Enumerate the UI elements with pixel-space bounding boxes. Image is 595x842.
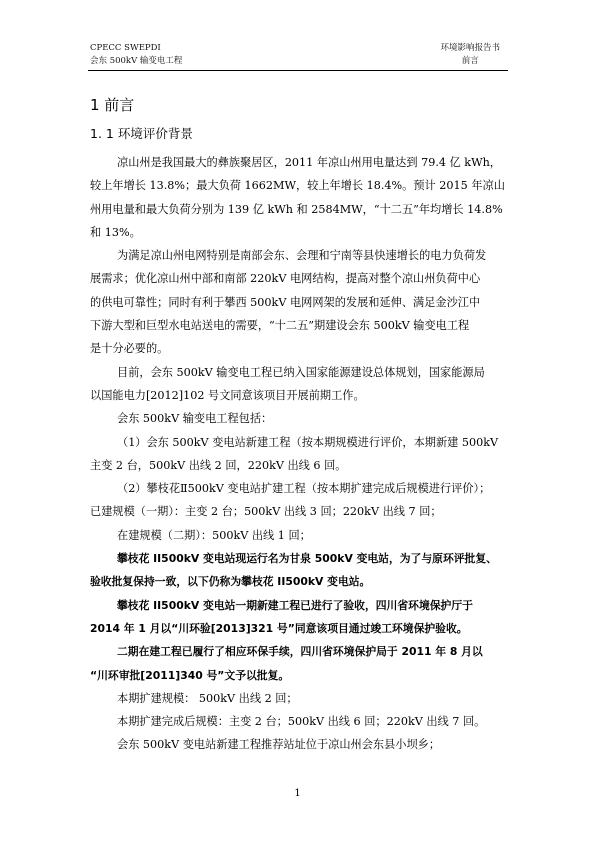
body-text [90, 151, 508, 757]
text-line: 本期扩建完成后规模：主变 2 台；500kV 出线 6 回；220kV 出线 7 回。 [117, 715, 486, 729]
text-line: 主变 2 台，500kV 出线 2 回，220kV 出线 6 回。 [90, 458, 347, 472]
text-line-bold: 攀枝花 II500kV 变电站一期新建工程已进行了验收，四川省环境保护厅于 [117, 598, 473, 612]
text-line: 下游大型和巨型水电站送电的需要，“十二五”期建设会东 500kV 输变电工程 [90, 319, 470, 333]
text-line: 和 13%。 [90, 225, 141, 239]
chapter-heading: 1 前言 [90, 96, 135, 114]
text-line-bold: 攀枝花 II500kV 变电站现运行名为甘泉 500kV 变电站，为了与原环评批复、 [117, 552, 497, 566]
header-project: 会东 500kV 输变电工程 [90, 56, 183, 66]
text-line-bold: 二期在建工程已履行了相应环保手续，四川省环境保护局于 2011 年 8 月以 [117, 645, 483, 659]
text-line: 凉山州是我国最大的彝族聚居区，2011 年凉山州用电量达到 79.4 亿 kWh， [117, 156, 501, 169]
text-line-bold: “川环审批[2011]340 号”文予以批复。 [90, 668, 290, 682]
text-line: （2）攀枝花Ⅱ500kV 变电站扩建工程（按本期扩建完成后规模进行评价）； [117, 482, 491, 496]
text-line: 州用电量和最大负荷分别为 139 亿 kWh 和 2584MW，“十二五”年均增长 14.8% [90, 202, 503, 216]
text-line: 会东 500kV 输变电工程包括： [117, 412, 273, 426]
text-line: 较上年增长 13.8%；最大负荷 1662MW，较上年增长 18.4%。预计 2015 年凉山 [90, 179, 505, 193]
text-line: 在建规模（二期）：500kV 出线 1 回； [117, 528, 311, 542]
page-number: 1 [294, 788, 301, 799]
text-line: （1）会东 500kV 变电站新建工程（按本期规模进行评价，本期新建 500kV [117, 435, 499, 449]
text-line: 已建规模（一期）：主变 2 台；500kV 出线 3 回；220kV 出线 7 回； [90, 505, 442, 519]
text-line-bold: 验收批复保持一致，以下仍称为攀枝花 II500kV 变电站。 [90, 575, 371, 589]
header-section: 前言 [461, 56, 479, 66]
text-line: 展需求；优化凉山州中部和南部 220kV 电网结构，提高对整个凉山州负荷中心 [90, 272, 481, 286]
header-rule [88, 70, 508, 71]
text-line: 目前，会东 500kV 输变电工程已纳入国家能源建设总体规划，国家能源局 [117, 365, 485, 379]
text-line-bold: 2014 年 1 月以“川环验[2013]321 号”同意该项目通过竣工环境保护验收。 [90, 621, 468, 635]
text-line: 是十分必要的。 [90, 342, 169, 356]
text-line: 会东 500kV 变电站新建工程推荐站址位于凉山州会东县小坝乡； [117, 738, 441, 752]
running-header-right [440, 42, 500, 68]
text-line: 以国能电力[2012]102 号文同意该项目开展前期工作。 [90, 388, 365, 402]
header-doc-type: 环境影响报告书 [440, 43, 500, 53]
header-org: CPECC SWEPDI [90, 43, 161, 53]
text-line: 为满足凉山州电网特别是南部会东、会理和宁南等县快速增长的电力负荷发 [117, 249, 487, 263]
text-line: 的供电可靠性；同时有利于攀西 500kV 电网网架的发展和延伸、满足金沙江中 [90, 295, 481, 309]
running-header-left [90, 42, 182, 68]
text-line: 本期扩建规模： 500kV 出线 2 回； [117, 691, 298, 705]
section-heading: 1. 1 环境评价背景 [90, 126, 193, 141]
